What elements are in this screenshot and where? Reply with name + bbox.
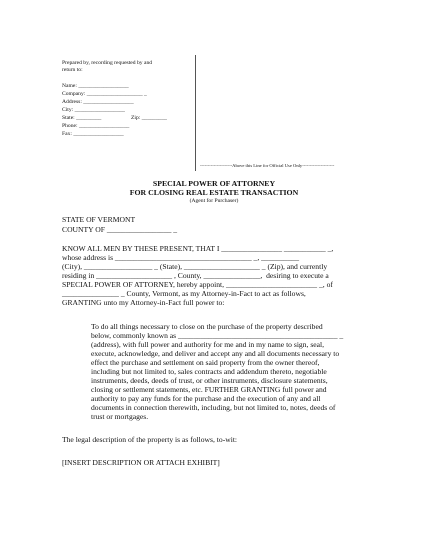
company-label: Company:	[62, 91, 86, 97]
zip-blank: _________	[141, 115, 167, 121]
recording-divider	[195, 55, 196, 171]
para2-line: (address), with full power and authority for me and in my name to sign, seal,	[91, 340, 325, 349]
para1-line: KNOW ALL MEN BY THESE PRESENT, THAT I ________________ ___________ _,	[62, 244, 334, 253]
fax-field[interactable]	[62, 131, 124, 138]
city-field[interactable]	[62, 107, 125, 114]
para2-line: including but not limited to, sales contracts and addendum thereto, negotiable	[91, 367, 327, 376]
para2-line: closing or settlement statements, etc. FURTHER GRANTING full power and	[91, 385, 327, 394]
fax-label: Fax:	[62, 131, 72, 137]
zip-field[interactable]	[131, 115, 167, 122]
address-field[interactable]	[62, 99, 134, 106]
fax-blank: __________________	[73, 131, 124, 137]
para1-line: GRANTING unto my Attorney-in-Fact full power to:	[62, 298, 225, 307]
name-field[interactable]	[62, 83, 129, 90]
official-use-line: ---------------------Above this Line for Official Use Only---------------------	[200, 163, 335, 168]
para1-line: SPECIAL POWER OF ATTORNEY, hereby appoint, ________________________ _, of	[62, 280, 333, 289]
city-label: City:	[62, 107, 74, 113]
address-label: Address:	[62, 99, 82, 105]
phone-blank: __________________	[78, 123, 130, 129]
state-label: State:	[62, 115, 75, 121]
prepared-by-line-2: return to:	[62, 67, 83, 73]
exhibit-placeholder: [INSERT DESCRIPTION OR ATTACH EXHIBIT]	[62, 458, 220, 467]
para2-line: effect the purchase and settlement on said property from the owner thereof,	[91, 358, 320, 367]
para2-line: execute, acknowledge, and deliver and accept any and all documents necessary to	[91, 349, 340, 358]
para2-line: To do all things necessary to close on the purchase of the property described	[91, 322, 323, 331]
state-heading: STATE OF VERMONT	[62, 215, 136, 224]
city-blank: __________________	[74, 107, 125, 113]
document-subtitle: (Agent for Purchaser)	[189, 198, 239, 204]
state-blank: _________	[76, 115, 102, 121]
para2-line: trust or mortgages.	[91, 412, 149, 421]
zip-label: Zip:	[131, 115, 141, 121]
company-field[interactable]	[62, 91, 147, 98]
name-blank: __________________	[78, 83, 129, 89]
address-blank: __________________	[83, 99, 134, 105]
phone-field[interactable]	[62, 123, 129, 130]
para1-line: (City), __________________ _ (State), ____________________ _ (Zip), and currently	[62, 262, 328, 271]
county-heading: COUNTY OF _________________ _	[62, 225, 178, 234]
para2-line: authority to pay any funds for the purchase and the execution of any and all	[91, 394, 321, 403]
prepared-by-line-1: Prepared by, recording requested by and	[62, 60, 153, 66]
phone-label: Phone:	[62, 123, 78, 129]
para2-line: instruments, deeds, deeds of trust, or other instruments, disclosure statements,	[91, 376, 328, 385]
document-title-2: FOR CLOSING REAL ESTATE TRANSACTION	[129, 188, 299, 197]
document-title: SPECIAL POWER OF ATTORNEY	[152, 179, 276, 188]
name-label: Name:	[62, 83, 77, 89]
para1-line: _______________ _ County, Vermont, as my Attorney-in-Fact to act as follows,	[62, 289, 306, 298]
state-field[interactable]	[62, 115, 101, 122]
para2-line: below, commonly known as __________________________________________ _	[91, 331, 344, 340]
para2-line: documents in connection therewith, including, but not limited to, notes, deeds of	[91, 403, 336, 412]
legal-description-label: The legal description of the property is as follows, to-wit:	[62, 435, 238, 444]
para1-line: whose address is ____________________________________ _, __________	[62, 253, 300, 262]
company-blank: ____________________ _	[86, 91, 147, 97]
para1-line: residing in ____________________ , County, _______________, desiring to execute a	[62, 271, 329, 280]
